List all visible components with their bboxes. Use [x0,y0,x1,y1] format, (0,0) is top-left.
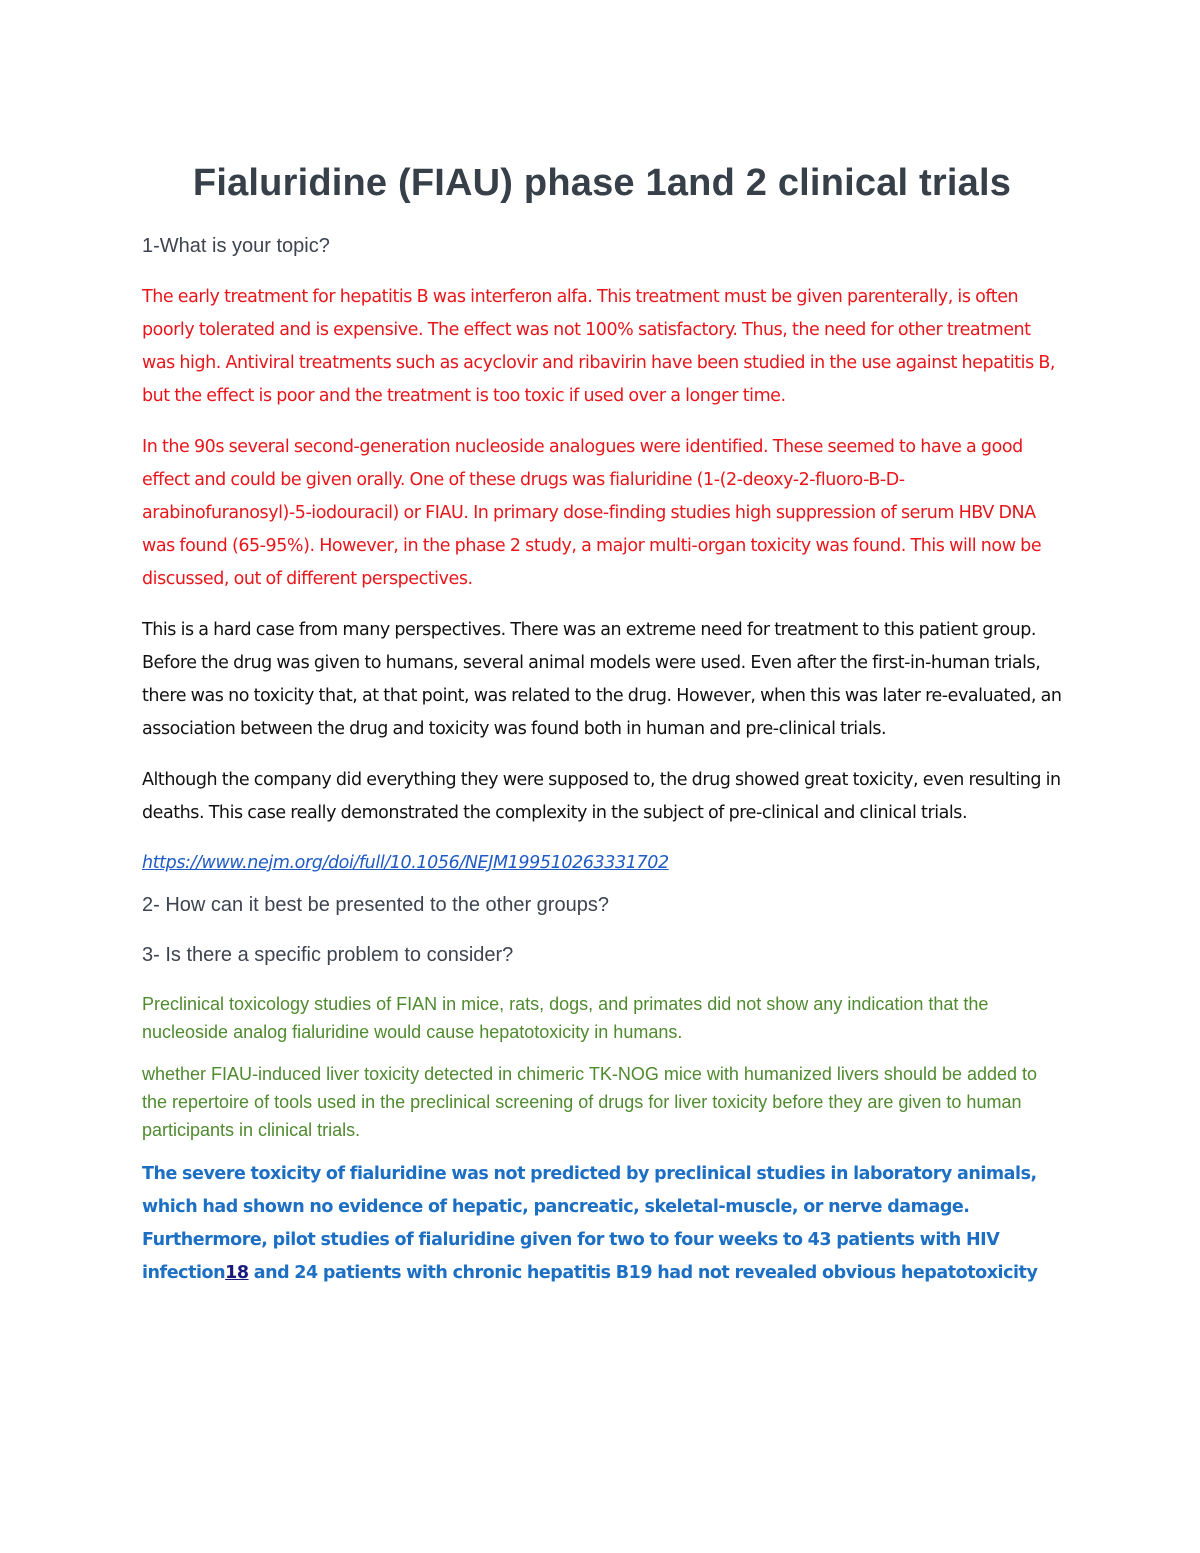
paragraph-severe-toxicity [142,1158,1062,1290]
citation-18-link[interactable]: 18 [225,1263,249,1283]
nejm-reference-link[interactable]: https://www.nejm.org/doi/full/10.1056/NEJM199510263331702 [142,853,669,873]
document-title: Fialuridine (FIAU) phase 1and 2 clinical trials [192,162,1012,204]
paragraph-nucleoside-analogues: In the 90s several second-generation nucleoside analogues were identified. These seemed to have a good effect and could be given orally. One of these drugs was fialuridine (1-(2-deoxy-2-fluoro-B-D-arabinofuranosyl)-5-iodouracil) or FIAU. In primary dose-finding studies high suppression of serum HBV DNA was found (65-95%). However, in the phase 2 study, a major multi-organ toxicity was found. This will now be discussed, out of different perspectives. [142,437,1042,589]
question-specific-problem: 3- Is there a specific problem to consider? [142,944,514,966]
severe-toxicity-text-part2: and 24 patients with chronic hepatitis B19 had not revealed obvious hepatotoxicity [248,1263,1038,1283]
reference-link-line [142,848,1062,878]
question-topic: 1-What is your topic? [142,235,330,257]
document-body [142,155,1062,1308]
paragraph-hard-case: This is a hard case from many perspectives. There was an extreme need for treatment to this patient group. Before the drug was given to humans, several animal models were used. Even after the first-in-human trials, there was no toxicity that, at that point, was related to the drug. However, when this was later re-evaluated, an association between the drug and toxicity was found both in human and pre-clinical trials. [142,620,1062,739]
paragraph-preclinical-toxicology: Preclinical toxicology studies of FIAN in mice, rats, dogs, and primates did not show any indication that the nucleoside analog fialuridine would cause hepatotoxicity in humans. [142,994,989,1042]
paragraph-early-treatment: The early treatment for hepatitis B was interferon alfa. This treatment must be given parenterally, is often poorly tolerated and is expensive. The effect was not 100% satisfactory. Thus, the need for other treatment was high. Antiviral treatments such as acyclovir and ribavirin have been studied in the use against hepatitis B, but the effect is poor and the treatment is too toxic if used over a longer time. [142,287,1056,406]
paragraph-tk-nog-mice: whether FIAU-induced liver toxicity detected in chimeric TK-NOG mice with humanized livers should be added to the repertoire of tools used in the preclinical screening of drugs for liver toxicity before they are given to human participants in clinical trials. [142,1064,1038,1140]
paragraph-company-toxicity: Although the company did everything they were supposed to, the drug showed great toxicity, even resulting in deaths. This case really demonstrated the complexity in the subject of pre-clinical and clinical trials. [142,770,1061,823]
severe-toxicity-text-part1: The severe toxicity of fialuridine was not predicted by preclinical studies in laboratory animals, which had shown no evidence of hepatic, pancreatic, skeletal-muscle, or nerve damage. Furthermore, pilot studies of fialuridine given for two to four weeks to 43 patients with HIV infection [142,1164,1037,1283]
question-presentation: 2- How can it best be presented to the other groups? [142,894,609,916]
